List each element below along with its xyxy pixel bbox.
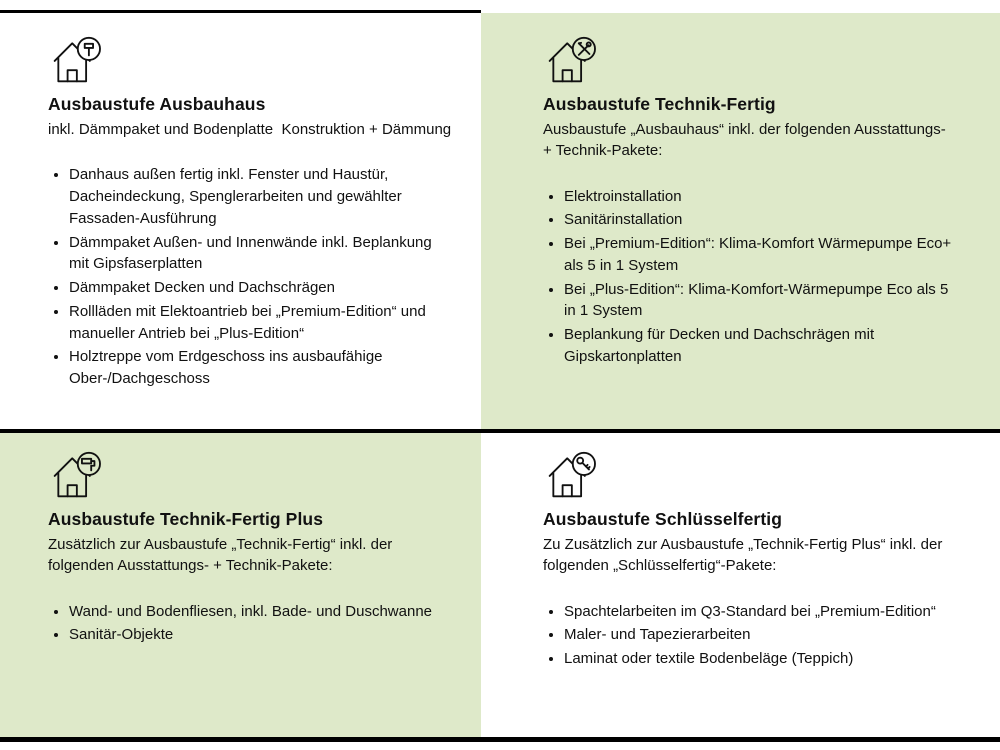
card-subtitle: Zu Zusätzlich zur Ausbaustufe „Technik-Fertig Plus“ inkl. der folgenden „Schlüsselfertig“-Pakete: (543, 536, 947, 575)
bullet-item: • Elektroinstallation (564, 186, 958, 208)
bullet-item: • Laminat oder textile Bodenbeläge (Teppich) (564, 648, 958, 670)
bullet-item: • Rollläden mit Elektoantrieb bei „Premium-Edition“ und manueller Antrieb bei „Plus-Edition“ (69, 301, 455, 345)
bottom-divider-line (0, 737, 1000, 742)
bullet-item: • Maler- und Tapezierarbeiten (564, 624, 958, 646)
bullet-item: • Sanitärinstallation (564, 209, 958, 231)
card-title: Ausbaustufe Technik-Fertig (543, 94, 776, 114)
bullet-item: • Dämmpaket Außen- und Innenwände inkl. Beplankung mit Gipsfaserplatten (69, 232, 455, 276)
bullet-item: • Bei „Premium-Edition“: Klima-Komfort Wärmepumpe Eco+ als 5 in 1 System (564, 233, 958, 277)
bullet-item: • Wand- und Bodenfliesen, inkl. Bade- und Duschwanne (69, 601, 455, 623)
bullet-item: • Holztreppe vom Erdgeschoss ins ausbaufähige Ober-/Dachgeschoss (69, 346, 455, 390)
card-title: Ausbaustufe Schlüsselfertig (543, 509, 783, 529)
bullet-item: • Danhaus außen fertig inkl. Fenster und Haustür, Dacheindeckung, Spenglerarbeiten und gewählter Fassaden-Ausführung (69, 164, 455, 229)
card-subtitle: inkl. Dämmpaket und Bodenplatte Konstruktion + Dämmung (48, 121, 452, 138)
bullet-item: • Spachtelarbeiten im Q3-Standard bei „Premium-Edition“ (564, 601, 958, 623)
card-ausbauhaus (0, 13, 481, 429)
card-title: Ausbaustufe Technik-Fertig Plus (48, 509, 324, 529)
card-title: Ausbaustufe Ausbauhaus (48, 94, 266, 114)
card-schluesselfertig (481, 433, 1000, 737)
bullet-item: • Sanitär-Objekte (69, 624, 455, 646)
bullet-list (48, 164, 455, 390)
card-technik-fertig-plus (0, 433, 481, 737)
bullet-item: • Dämmpaket Decken und Dachschrägen (69, 277, 455, 299)
card-subtitle: Zusätzlich zur Ausbaustufe „Technik-Fertig“ inkl. der folgenden Ausstattungs- + Technik-Pakete: (48, 536, 397, 575)
bullet-list (543, 186, 958, 368)
house-tools-icon (543, 35, 597, 85)
bullet-item: • Bei „Plus-Edition“: Klima-Komfort-Wärmepumpe Eco als 5 in 1 System (564, 279, 958, 323)
bullet-item: • Beplankung für Decken und Dachschrägen mit Gipskartonplatten (564, 324, 958, 368)
bullet-list (543, 601, 958, 670)
bullet-list (48, 601, 455, 647)
house-paint-roller-icon (48, 450, 102, 500)
house-hammer-icon (48, 35, 102, 85)
house-key-icon (543, 450, 597, 500)
card-subtitle: Ausbaustufe „Ausbauhaus“ inkl. der folgenden Ausstattungs- + Technik-Pakete: (543, 121, 950, 160)
card-technik-fertig (481, 13, 1000, 429)
